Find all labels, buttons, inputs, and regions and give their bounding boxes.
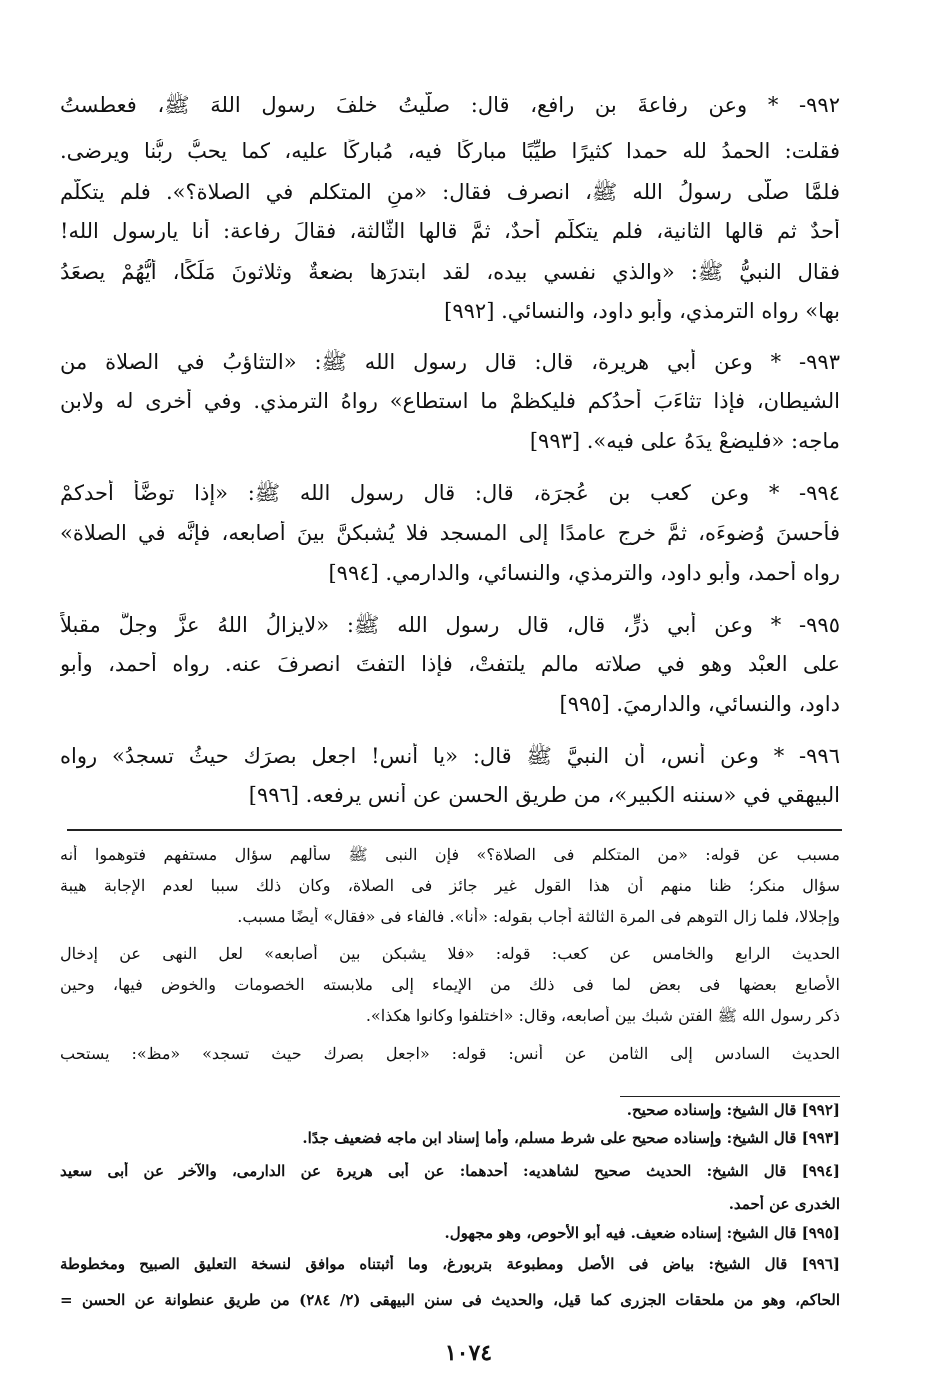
footnote-996: [٩٩٦] قال الشيخ: بياض فى الأصل ومطبوعة بتربورغ، وما أثبتناه موافق لنسخة التعليق الصبيح ومخطوطة: [60, 1255, 840, 1273]
hadith-line: على العبْد وهو في صلاته مالم يلتفتْ، فإذا التفتَ انصرفَ عنه. رواه أحمد، وأبو: [60, 652, 840, 676]
hadith-line: ٩٩٥- * وعن أبي ذرٍّ، قال، قال رسول الله ﷺ: «لايزالُ اللهُ عزَّ وجلَّ مقبلاً: [60, 613, 840, 637]
commentary-divider: [67, 829, 842, 831]
commentary-line: وإجلالا، فلما زال التوهم فى المرة الثالثة أجاب بقوله: «أنا». فالفاء فى «فقال» أيضًا مسبب.: [237, 907, 840, 926]
hadith-line: فأحسنَ وُضوءَه، ثمَّ خرج عامدًا إلى المسجد فلا يُشبكنَّ بينَ أصابعه، فإنَّه في الصلاة»: [60, 521, 840, 545]
commentary-line: ذكر رسول الله ﷺ الفتن شبك بين أصابعه، وقال: «اختلفوا وكانوا هكذا».: [365, 1006, 840, 1025]
footnote-994: [٩٩٤] قال الشيخ: الحديث صحيح لشاهديه: أحدهما: عن أبى هريرة عن الدارمى، والآخر عن أبى سعيد: [60, 1162, 840, 1180]
page-number: ١٠٧٤: [444, 1340, 493, 1366]
footnote-993: [٩٩٣] قال الشيخ: وإسناده صحيح على شرط مسلم، وأما إسناد ابن ماجه فضعيف جدًا.: [302, 1129, 840, 1147]
commentary-line: الأصابع بعضها فى بعض لما فى ذلك من الإيماء إلى ملابسته الخصومات والخوض فيها، وحين: [60, 975, 840, 994]
hadith-line: ٩٩٢- * وعن رفاعةَ بن رافع، قال: صلَّيتُ خلفَ رسول اللهَ ﷺ، فعطستُ: [60, 93, 840, 117]
footnote-divider: [620, 1096, 840, 1097]
hadith-line: أحدٌ ثم قالها الثانية، فلم يتكلَّم أحدٌ، ثمَّ قالها الثَّالثة، فقالَ رفاعة: أنا يارسول الله!: [60, 219, 840, 243]
hadith-line: بها» رواه الترمذي، وأبو داود، والنسائي. [٩٩٢]: [444, 299, 840, 323]
hadith-line: ٩٩٣- * وعن أبي هريرة، قال: قال رسول الله ﷺ: «التثاؤبُ في الصلاة من: [60, 350, 840, 374]
hadith-line: البيهقي في «سننه الكبير»، من طريق الحسن عن أنس يرفعه. [٩٩٦]: [248, 783, 840, 807]
hadith-line: رواه أحمد، وأبو داود، والترمذي، والنسائي، والدارمي. [٩٩٤]: [328, 561, 840, 585]
hadith-line: ماجه: «فليضعْ يدَهُ على فيه». [٩٩٣]: [529, 429, 840, 453]
hadith-line: ٩٩٤- * وعن كعب بن عُجرَة، قال: قال رسول الله ﷺ: «إذا توضَّأ أحدكمْ: [60, 481, 840, 505]
hadith-line: داود، والنسائي، والدارميَ. [٩٩٥]: [559, 692, 840, 716]
hadith-line: الشيطان، فإذا تثاءَبَ أحدُكم فليكظمْ ما استطاع» رواهُ الترمذي. وفي أخرى له ولابن: [60, 389, 840, 413]
commentary-line: سؤال منكر؛ ظنا منهم أن هذا القول غير جائز فى الصلاة، وكان ذلك سببا لعدم الإجابة هيبة: [60, 876, 840, 895]
hadith-line: فلمَّا صلّى رسولُ الله ﷺ، انصرف فقال: «منِ المتكلم في الصلاة؟». فلم يتكلَّم: [60, 180, 840, 204]
footnote-995: [٩٩٥] قال الشيخ: إسناده ضعيف. فيه أبو الأحوص، وهو مجهول.: [444, 1224, 840, 1242]
hadith-line: فقلت: الحمدُ لله حمدا كثيرًا طيِّبًا مباركًا فيه، مُباركًا عليه، كما يحبُّ ربُّنا ويرضى.: [60, 139, 840, 163]
commentary-line: الحديث السادس إلى الثامن عن أنس: قوله: «اجعل بصرك حيث تسجد» «مظ»: يستحب: [60, 1044, 840, 1063]
hadith-line: فقال النبيُّ ﷺ: «والذي نفسي بيده، لقد ابتدرَها بضعةٌ وثلاثونَ مَلَكًا، أيُّهُمْ يصعَدُ: [60, 260, 840, 284]
footnote-992: [٩٩٢] قال الشيخ: وإسناده صحيح.: [626, 1101, 840, 1119]
hadith-line: ٩٩٦- * وعن أنس، أن النبيَّ ﷺ قال: «يا أنس! اجعل بصرَك حيثُ تسجدُ» رواه: [60, 744, 840, 768]
commentary-line: مسبب عن قوله: «من المتكلم فى الصلاة؟» فإن النبى ﷺ سألهم سؤال مستفهم فتوهموا أنه: [60, 845, 840, 864]
footnote-994-continued: الخدرى عن أحمد.: [728, 1195, 840, 1213]
commentary-line: الحديث الرابع والخامس عن كعب: قوله: «فلا يشبكن بين أصابعه» لعل النهى عن إدخال: [60, 944, 840, 963]
footnote-996-continued: الحاكم، وهو من ملحقات الجزرى كما قيل، والحديث فى سنن البيهقى (٢/ ٢٨٤) من طريق عنطوانة عن الحسن =: [60, 1291, 840, 1309]
